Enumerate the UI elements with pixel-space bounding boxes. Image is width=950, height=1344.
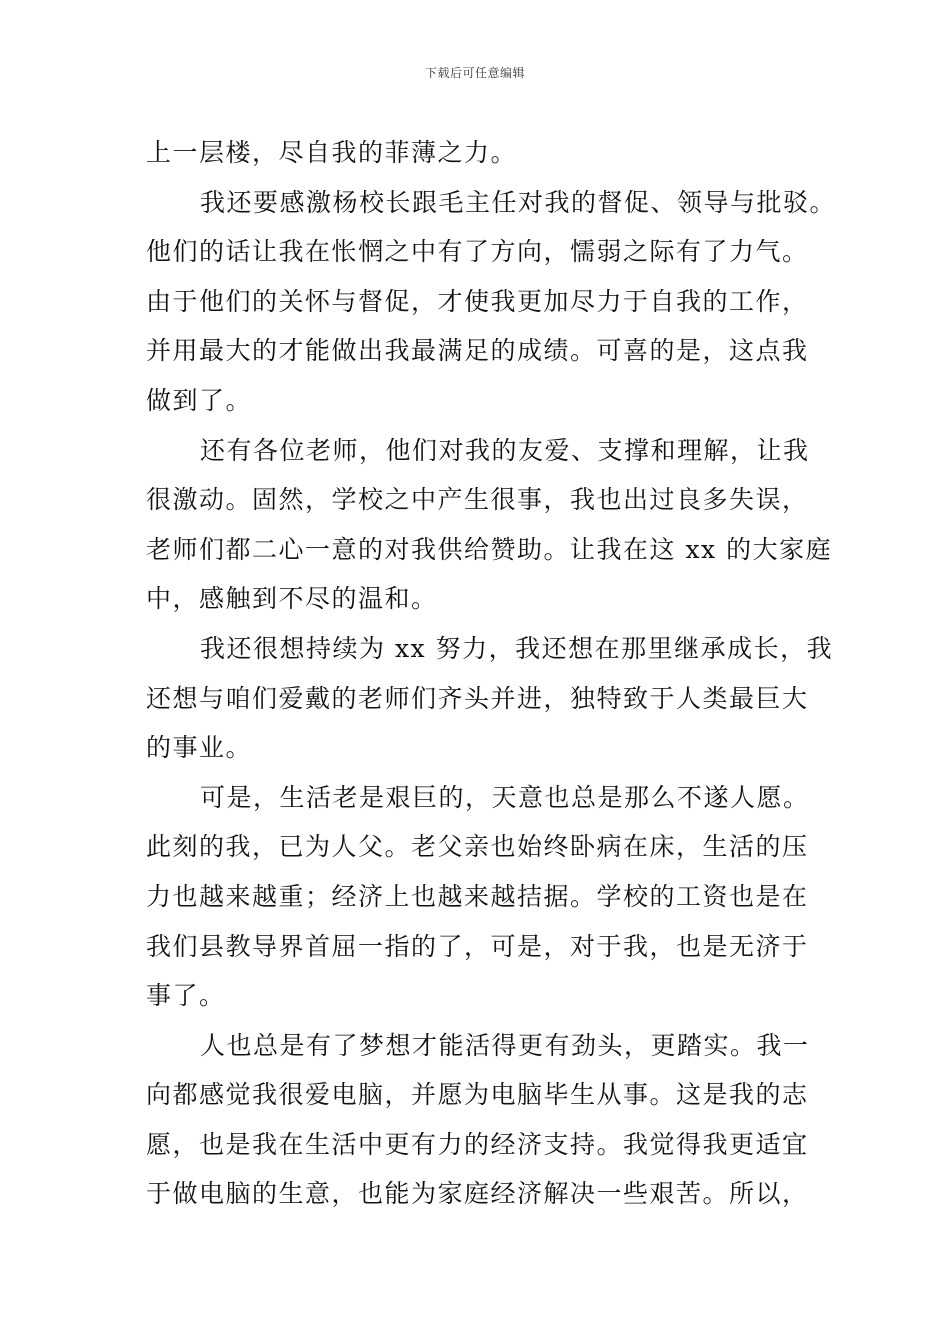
text-line: 我还很想持续为 xx 努力，我还想在那里继承成长，我 [200, 633, 834, 663]
text-line: 上一层楼，尽自我的菲薄之力。 [146, 138, 518, 167]
text-line: 还有各位老师，他们对我的友爱、支撑和理解，让我 [200, 435, 810, 465]
text-line: 很激动。固然，学校之中产生很事，我也出过良多失误， [146, 485, 809, 515]
text-line: 可是，生活老是艰巨的，天意也总是那么不遂人愿。 [200, 782, 810, 812]
text-line: 由于他们的关怀与督促，才使我更加尽力于自我的工作， [146, 286, 809, 316]
text-line: 老师们都二心一意的对我供给赞助。让我在这 xx 的大家庭 [146, 534, 833, 564]
text-line: 人也总是有了梦想才能活得更有劲头，更踏实。我一 [200, 1030, 810, 1060]
text-line: 愿，也是我在生活中更有力的经济支持。我觉得我更适宜 [146, 1129, 809, 1159]
text-line: 于做电脑的生意，也能为家庭经济解决一些艰苦。所以， [146, 1179, 809, 1209]
text-line: 我还要感激杨校长跟毛主任对我的督促、领导与批驳。 [200, 187, 837, 217]
text-line: 向都感觉我很爱电脑，并愿为电脑毕生从事。这是我的志 [146, 1080, 809, 1110]
text-line: 做到了。 [146, 385, 253, 415]
text-line: 此刻的我，已为人父。老父亲也始终卧病在床，生活的压 [146, 832, 809, 862]
text-line: 的事业。 [146, 733, 253, 763]
text-line: 力也越来越重；经济上也越来越拮据。学校的工资也是在 [146, 881, 809, 911]
text-line: 我们县教导界首屈一指的了，可是，对于我，也是无济于 [146, 931, 809, 961]
text-line: 事了。 [146, 981, 226, 1011]
text-line: 并用最大的才能做出我最满足的成绩。可喜的是，这点我 [146, 336, 809, 366]
document-body [146, 128, 837, 1219]
text-line: 还想与咱们爱戴的老师们齐头并进，独特致于人类最巨大 [146, 683, 809, 713]
page-header: 下载后可任意编辑 [424, 66, 525, 80]
text-line: 中，感触到不尽的温和。 [146, 584, 438, 614]
text-line: 他们的话让我在怅惘之中有了方向，懦弱之际有了力气。 [146, 237, 809, 267]
